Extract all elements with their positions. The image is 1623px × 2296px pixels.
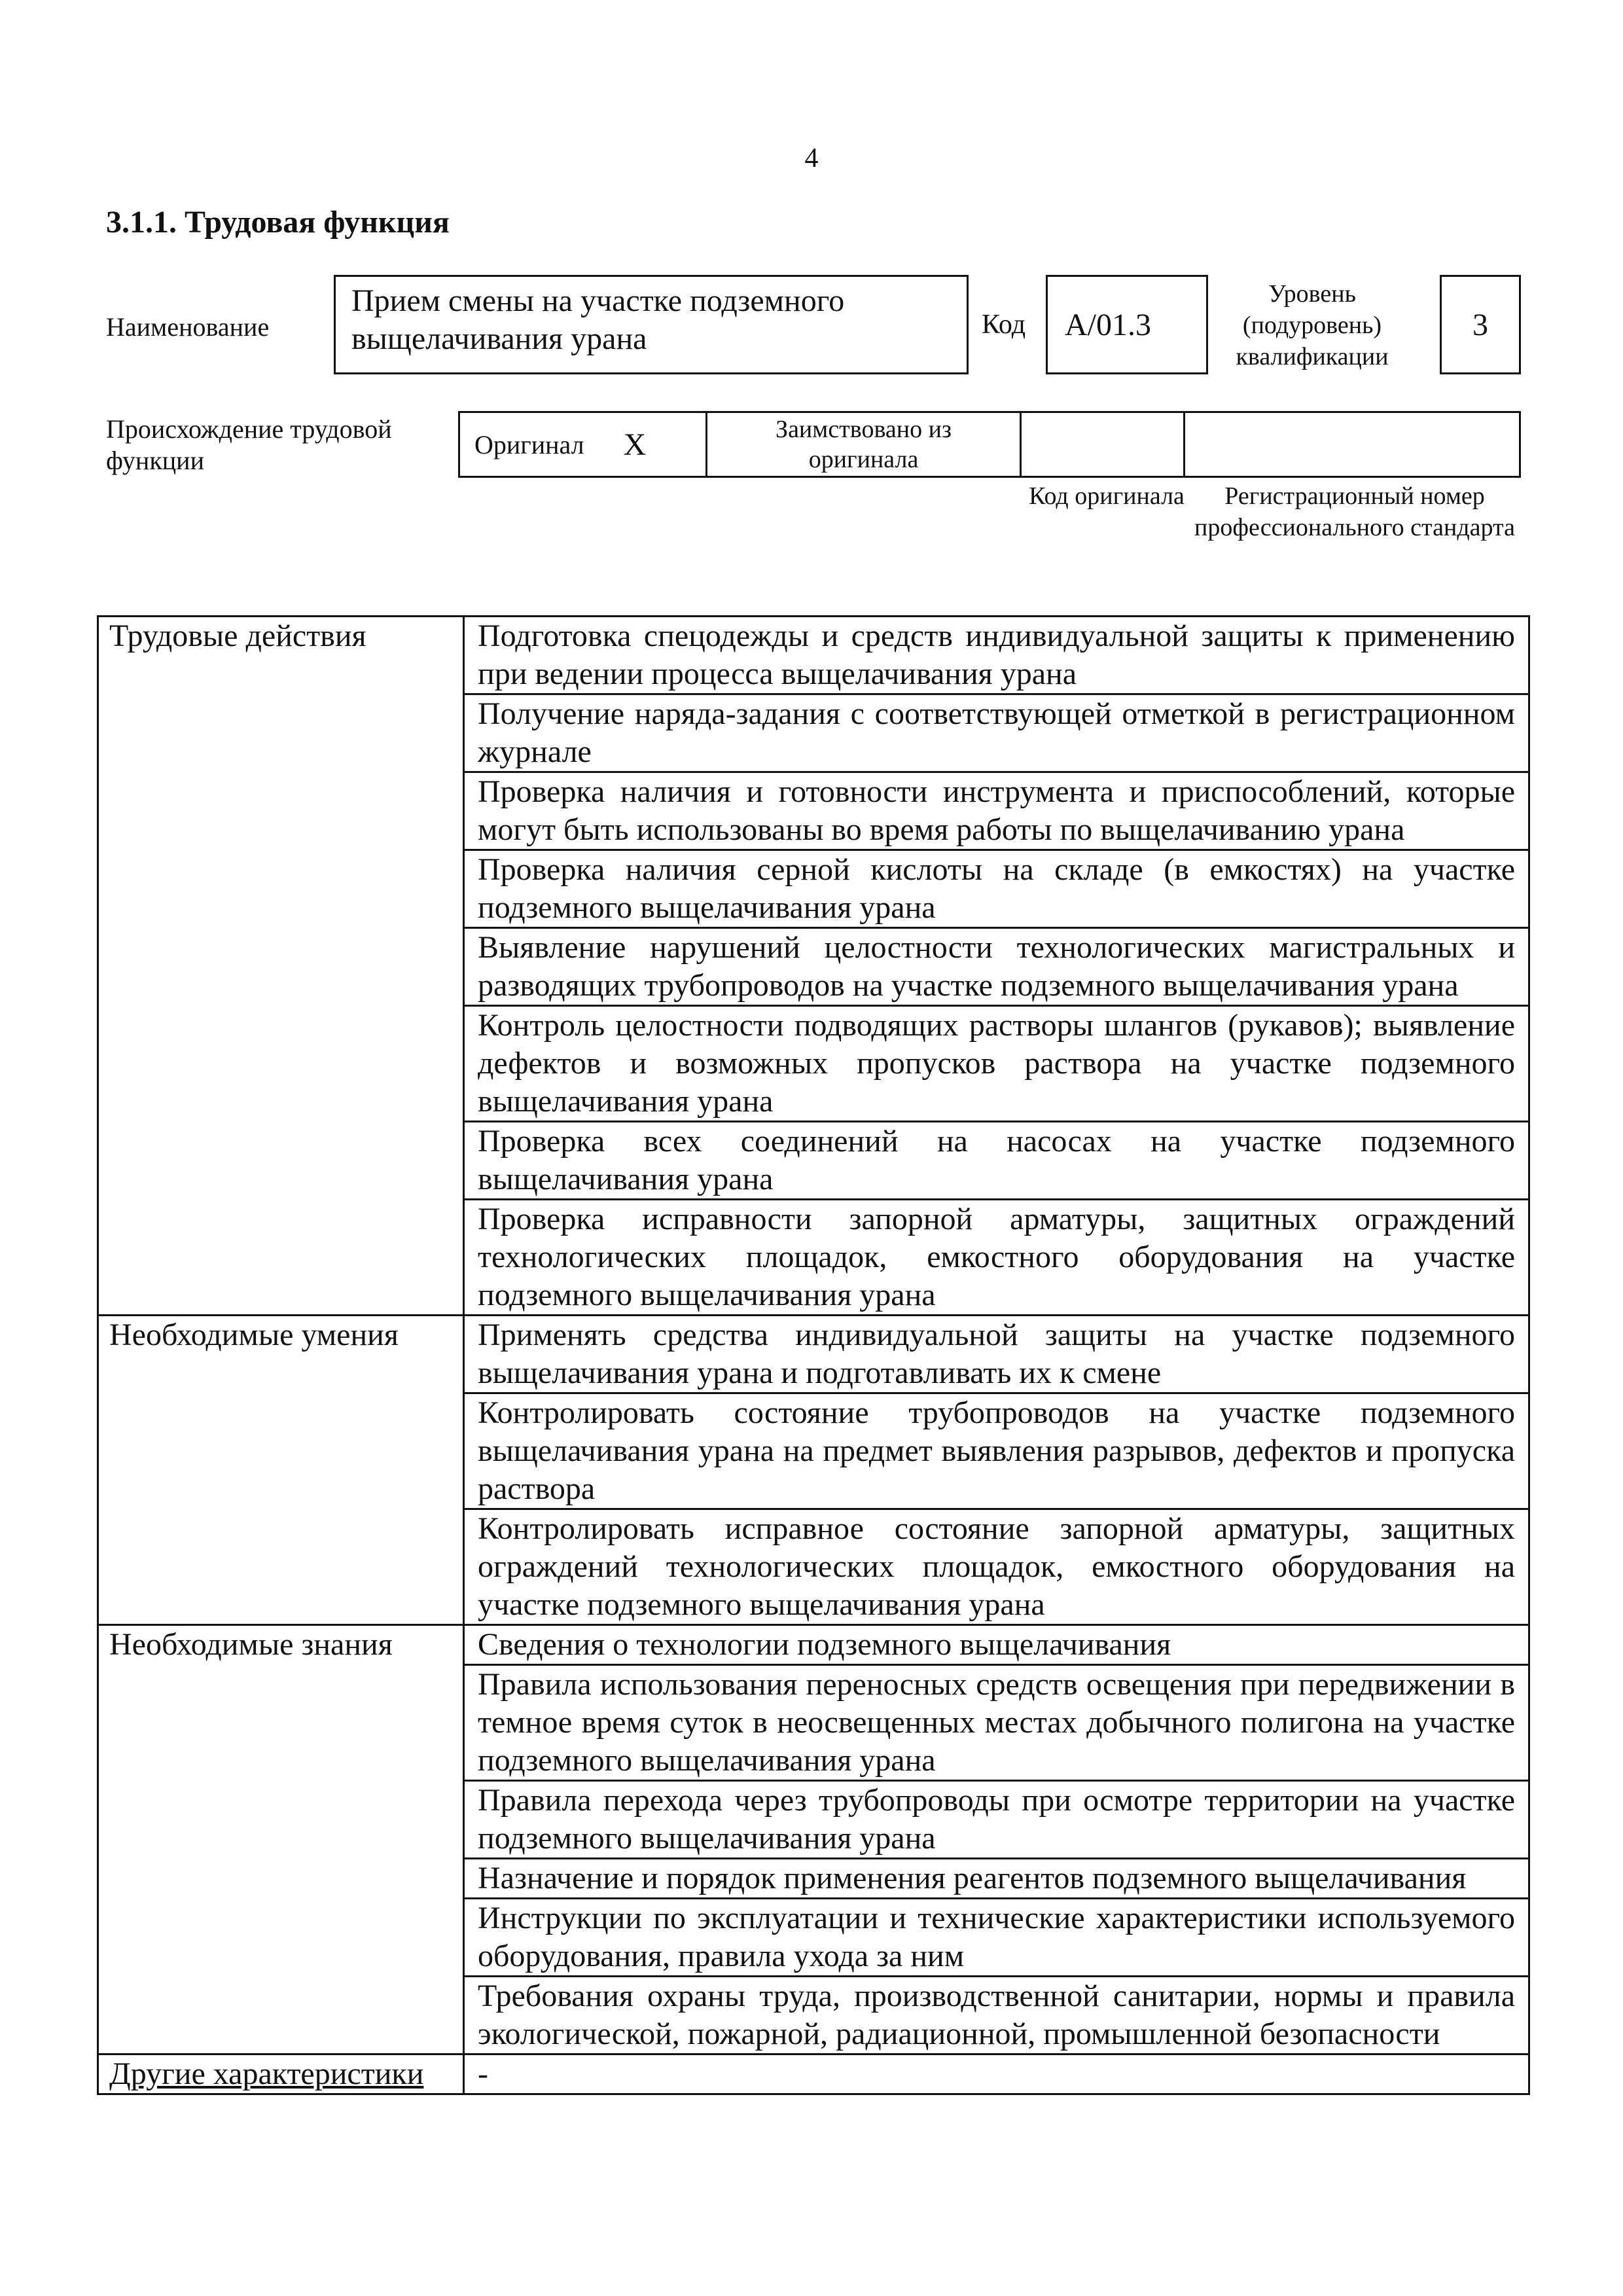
table-row (98, 1316, 1529, 1393)
section-title: Другие характеристики (98, 2054, 464, 2094)
section-item: Правила перехода через трубопроводы при осмотре территории на участке подземного выщелачивания урана (464, 1781, 1529, 1859)
function-name-value: Прием смены на участке подземного выщелачивания урана (351, 283, 845, 356)
section-item: Контролировать исправное состояние запорной арматуры, защитных ограждений технологических площадок, емкостного оборудования на участке подземного выщелачивания урана (464, 1509, 1529, 1625)
section-item: Сведения о технологии подземного выщелачивания (464, 1625, 1529, 1665)
borrowed-label: Заимствовано из оригинала (776, 416, 952, 473)
section-item: Проверка исправности запорной арматуры, защитных ограждений технологических площадок, емкостного оборудования на участке подземного выщелачивания урана (464, 1200, 1529, 1316)
section-title: Необходимые умения (98, 1316, 464, 1625)
section-item: Правила использования переносных средств освещения при передвижении в темное время суток в неосвещенных местах добычного полигона на участке подземного выщелачивания урана (464, 1665, 1529, 1781)
table-row (98, 2054, 1529, 2094)
origin-table (458, 411, 1521, 478)
page-title: 3.1.1. Трудовая функция (106, 205, 450, 240)
original-cell (460, 413, 707, 476)
section-item: Контролировать состояние трубопроводов на участке подземного выщелачивания урана на предмет выявления разрывов, дефектов и пропуска раствора (464, 1393, 1529, 1509)
borrowed-cell (707, 413, 1022, 476)
code-box (1046, 275, 1208, 374)
code-value: А/01.3 (1065, 307, 1151, 342)
section-item: - (464, 2054, 1529, 2094)
function-name-box (334, 275, 969, 374)
code-original-cell (1022, 413, 1185, 476)
section-item: Назначение и порядок применения реагентов подземного выщелачивания (464, 1859, 1529, 1899)
table-row (98, 1625, 1529, 1665)
section-item: Проверка наличия серной кислоты на складе (в емкостях) на участке подземного выщелачивания урана (464, 850, 1529, 928)
code-original-caption: Код оригинала (1029, 482, 1185, 510)
section-item: Применять средства индивидуальной защиты на участке подземного выщелачивания урана и подготавливать их к смене (464, 1316, 1529, 1393)
table-row (98, 617, 1529, 694)
name-label: Наименование (106, 312, 270, 342)
level-label: Уровень (подуровень) квалификации (1236, 280, 1389, 370)
original-label: Оригинал (474, 429, 584, 459)
reg-number-cell (1185, 413, 1519, 476)
page-number: 4 (804, 143, 819, 173)
section-item: Проверка всех соединений на насосах на участке подземного выщелачивания урана (464, 1122, 1529, 1200)
section-item: Выявление нарушений целостности технологических магистральных и разводящих трубопроводов на участке подземного выщелачивания урана (464, 928, 1529, 1006)
original-mark: X (623, 427, 647, 462)
section-title: Трудовые действия (98, 617, 464, 1316)
section-item: Контроль целостности подводящих растворы шлангов (рукавов); выявление дефектов и возможных пропусков раствора на участке подземного выщелачивания урана (464, 1006, 1529, 1122)
section-item: Подготовка спецодежды и средств индивидуальной защиты к применению при ведении процесса выщелачивания урана (464, 617, 1529, 694)
section-title: Необходимые знания (98, 1625, 464, 2054)
code-label: Код (982, 310, 1026, 340)
section-item: Требования охраны труда, производственной санитарии, нормы и правила экологической, пожарной, радиационной, промышленной безопасности (464, 1977, 1529, 2054)
section-item: Проверка наличия и готовности инструмента и приспособлений, которые могут быть использованы во время работы по выщелачиванию урана (464, 772, 1529, 850)
section-item: Получение наряда-задания с соответствующей отметкой в регистрационном журнале (464, 694, 1529, 772)
section-item: Инструкции по эксплуатации и технические характеристики используемого оборудования, правила ухода за ним (464, 1899, 1529, 1977)
function-table (97, 615, 1530, 2095)
reg-number-caption: Регистрационный номер профессионального стандарта (1194, 482, 1515, 541)
level-value: 3 (1472, 307, 1488, 342)
origin-label: Происхождение трудовой функции (106, 414, 392, 475)
level-box (1440, 275, 1521, 374)
